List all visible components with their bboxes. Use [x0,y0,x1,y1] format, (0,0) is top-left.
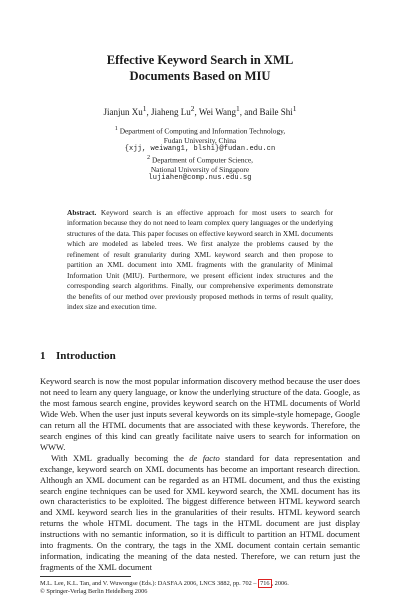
affiliation-email: lujiahen@comp.nus.edu.sg [148,174,252,183]
author-affil-mark: 1 [292,104,297,113]
author-separator: , and [239,107,260,117]
author-affil-mark: 2 [190,104,195,113]
abstract [67,208,333,313]
affil-mark: 1 [114,126,118,132]
emphasis: de facto [189,452,220,463]
paragraph: With XML gradually becoming the de facto standard for data representation and exchange, keyword search on XML documents has become an important research direction. Although an XML document can be regarded as an HTML document, and thus the existing search engine techniques can be used for XML keyword search, the XML document has its own characteristics to be exploited. The biggest difference between HTML keyword search and XML keyword search lies in the granularities of their results. HTML keyword search returns the whole HTML document. The tags in the HTML document are just display instructions with no semantic information, so it is difficult to partition an HTML document into fragments. On the contrary, the tags in the XML document contain certain semantic information, indicating the meaning of the data nested. Therefore, we can return just the fragments of the XML document [40,452,361,573]
author-list: Jianjun Xu$^1$, Jiaheng Lu$^2$, Wei Wang$^1$, and Baile Shi$^1$ [103,104,297,117]
affiliation-line: Fudan University, China [163,135,237,145]
paragraph: Keyword search is now the most popular information discovery method because the user does not need to learn any query language, or know the underlying structure of the data. Google, as the most famous search engine, provides keyword search on the HTML documents of World Wide Web. When the user just inputs several keywords on its simple-style homepage, Google can return all the HTML documents that are associated with these keywords. Therefore, the search engines of this kind can greatly facilitate naive users to search for information on WWW. [40,376,360,452]
affil-mark: 2 [147,155,151,162]
section-number: 1 [40,350,46,362]
title-line-2: Documents Based on MIU [129,69,271,83]
abstract-label: Abstract. [67,208,97,217]
page-range-end[interactable]: 716 [260,580,270,587]
author-name: Baile Shi [259,107,293,117]
copyright-line: © Springer-Verlag Berlin Heidelberg 2006 [40,588,148,595]
author-name: Jiaheng Lu [151,107,191,117]
affiliation-email: {xjj, weiwang1, blshi}@fudan.edu.cn [124,145,276,154]
title-line-1: Effective Keyword Search in XML [106,53,294,67]
citation-line: M.L. Lee, K.L. Tan, and V. Wuwongse (Eds.): DASFAA 2006, LNCS 3882, pp. 702 – 716 , 2006. [40,580,289,587]
section-heading [40,349,116,363]
affiliation-line: $^1$ Department of Computing and Information Technology, [114,126,286,136]
author-name: Wei Wang [198,107,236,117]
abstract-text: Keyword search is an effective approach for most users to search for information because they do not need to learn complex query languages or the underlying structures of the data. This paper focuses on effective keyword search in XML documents which are modeled as labeled trees. We first analyze the problems caused by the refinement of result granularity during XML keyword search and then propose to partition an XML document into XML fragments with the granularity of Minimal Information Unit (MIU). Furthermore, we present efficient index structures and the corresponding search algorithms. Finally, our comprehensive experiments demonstrate the benefits of our method over previously proposed methods in terms of result quality, index size and execution time. [67,208,333,312]
author-affil-mark: 1 [235,104,240,113]
footnote-rule [40,576,131,577]
author-affil-mark: 1 [142,104,147,113]
body-text [40,376,360,573]
section-title: Introduction [56,350,116,362]
affiliations [40,125,360,184]
affiliation-line: National University of Singapore [150,165,250,175]
citation-footer [40,580,360,596]
affiliation-line: $^2$ Department of Computer Science, [147,155,253,165]
author-name: Jianjun Xu [103,107,143,117]
paper-title [40,52,360,84]
